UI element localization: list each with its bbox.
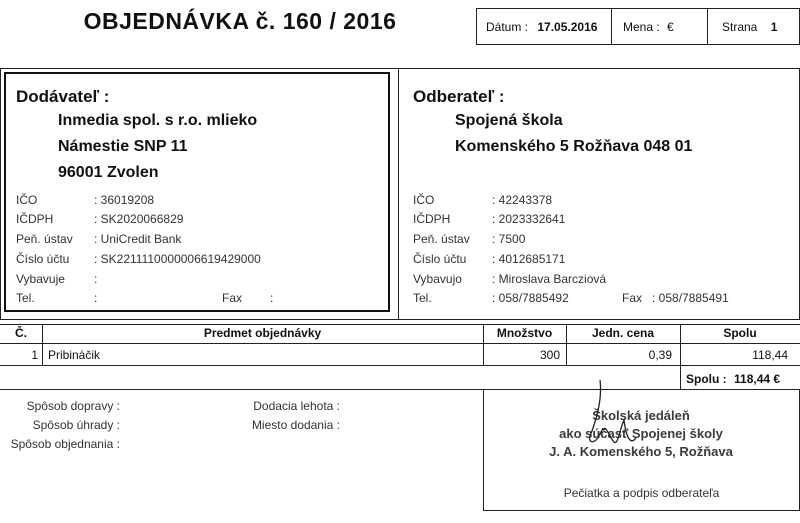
supplier-tel-value: : [94,291,98,305]
supplier-tel-label: Tel. [16,291,35,305]
date-label: Dátum : [486,20,529,34]
currency-value: € [667,20,674,34]
supplier-bank-value: : UniCredit Bank [94,232,182,246]
customer-tel-label: Tel. [413,291,432,305]
payment-label: Spôsob úhrady : [32,418,120,432]
supplier-account-value: : SK2211110000006619429000 [94,252,261,266]
supplier-contact-value: : [94,272,98,286]
ordering-label: Spôsob objednania : [10,437,120,451]
date-value: 17.05.2016 [537,20,598,34]
customer-fax-value: : 058/7885491 [652,291,729,305]
page-label: Strana [722,20,758,34]
customer-account-label: Číslo účtu [413,252,467,266]
delivery-term-label: Dodacia lehota : [253,399,340,413]
row-item: Pribináčik [48,348,101,362]
delivery-place-label: Miesto dodania : [251,418,340,432]
supplier-fax-value: : [270,291,274,305]
signature-scribble [560,376,650,460]
stamp-line-2: ako súčasť Spojenej školy [559,426,723,441]
supplier-contact-label: Vybavuje [16,272,65,286]
currency-field [623,20,674,34]
supplier-bank-label: Peň. ústav [16,232,73,246]
customer-icdph-label: IČDPH [413,212,451,226]
customer-fax-label: Fax [622,291,643,305]
stamp-line-3: J. A. Komenského 5, Rožňava [549,444,733,459]
col-header-number: Č. [15,326,27,340]
row-number: 1 [31,348,38,362]
page-value: 1 [770,20,778,34]
supplier-city: 96001 Zvolen [58,164,159,181]
col-header-unit-price: Jedn. cena [591,326,655,340]
customer-icdph-value: : 2023332641 [492,212,566,226]
supplier-fax-label: Fax [222,291,243,305]
grand-total [686,372,780,386]
row-unit-price: 0,39 [648,348,672,362]
grand-total-value: 118,44 € [734,372,781,386]
customer-contact-value: : Miroslava Barcziová [492,272,607,286]
customer-account-value: : 4012685171 [492,252,566,266]
customer-bank-value: : 7500 [492,232,526,246]
document-title: OBJEDNÁVKA č. 160 / 2016 [83,8,397,34]
customer-ico-label: IČO [413,193,435,207]
supplier-heading: Dodávateľ : [16,87,110,106]
page-field [722,20,777,34]
col-header-total: Spolu [723,326,757,340]
stamp-line-1: Školská jedáleň [592,408,690,423]
transport-label: Spôsob dopravy : [26,399,120,413]
supplier-icdph-label: IČDPH [16,212,54,226]
supplier-ico-label: IČO [16,193,38,207]
customer-address: Komenského 5 Rožňava 048 01 [455,138,693,155]
row-total: 118,44 [752,348,788,362]
date-field [486,20,597,34]
supplier-ico-value: : 36019208 [94,193,155,207]
supplier-name: Inmedia spol. s r.o. mlieko [58,112,258,129]
grand-total-label: Spolu : [686,372,727,386]
customer-ico-value: : 42243378 [492,193,553,207]
supplier-icdph-value: : SK2020066829 [94,212,184,226]
customer-bank-label: Peň. ústav [413,232,470,246]
col-header-quantity: Množstvo [496,326,553,340]
currency-label: Mena : [623,20,660,34]
customer-tel-value: : 058/7885492 [492,291,569,305]
customer-heading: Odberateľ : [413,87,505,106]
supplier-street: Námestie SNP 11 [58,138,188,155]
row-quantity: 300 [539,348,560,362]
customer-contact-label: Vybavujo [413,272,462,286]
customer-name: Spojená škola [455,112,563,129]
col-header-item: Predmet objednávky [203,326,322,340]
supplier-account-label: Číslo účtu [16,252,70,266]
signature-caption: Pečiatka a podpis odberateľa [563,486,720,500]
